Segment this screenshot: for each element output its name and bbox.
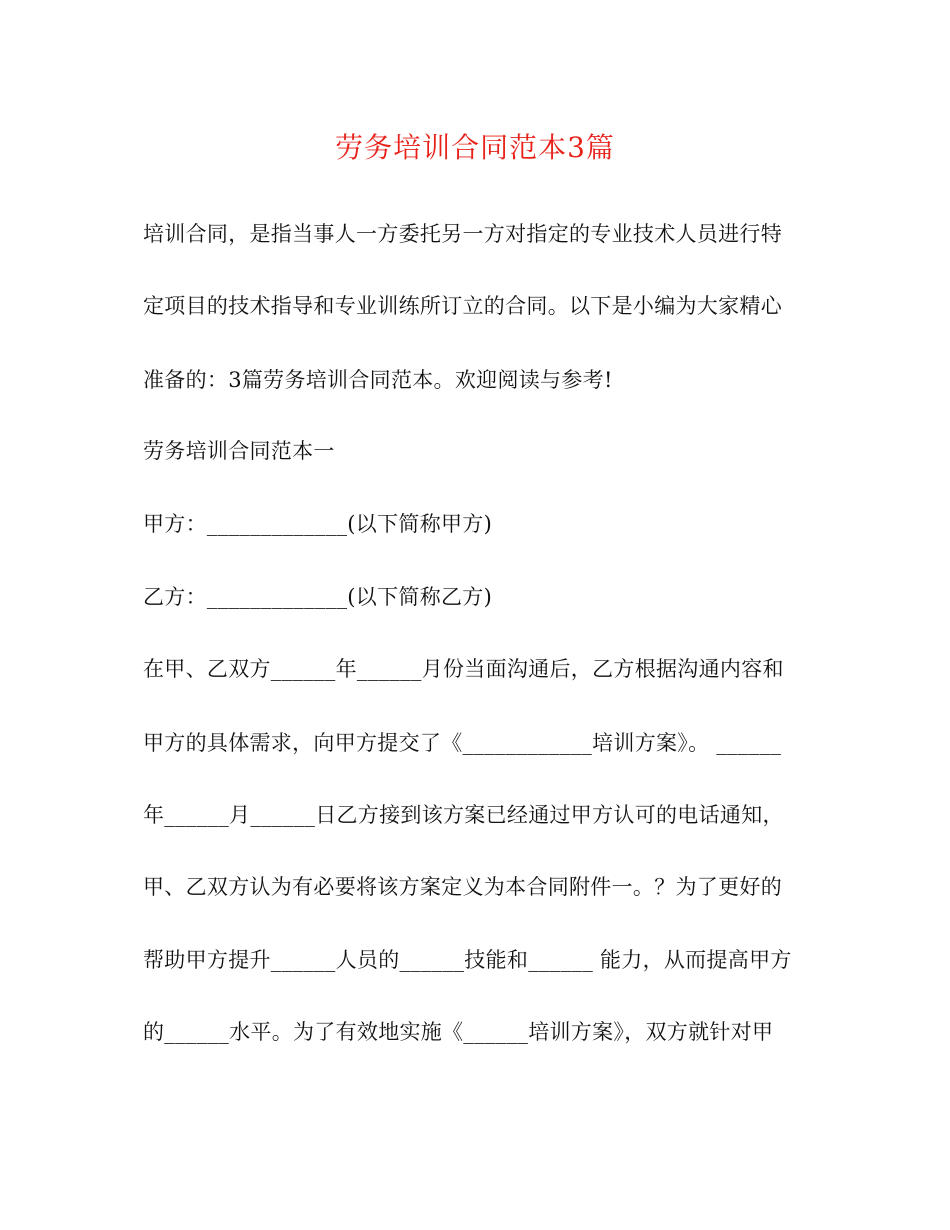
document-title: 劳务培训合同范本3篇: [335, 131, 615, 164]
intro-line-1: 培训合同，是指当事人一方委托另一方对指定的专业技术人员进行特: [143, 222, 782, 246]
body-line-5: 帮助甲方提升______人员的______技能和______ 能力，从而提高甲方: [143, 948, 792, 972]
body-line-4: 甲、乙双方认为有必要将该方案定义为本合同附件一。？为了更好的: [143, 875, 782, 899]
section-heading: 劳务培训合同范本一: [143, 439, 335, 463]
body-line-1: 在甲、乙双方______年______月份当面沟通后，乙方根据沟通内容和: [143, 657, 784, 681]
intro-line-3: 准备的：3篇劳务培训合同范本。欢迎阅读与参考!: [143, 368, 613, 392]
party-b-line: 乙方：_____________(以下简称乙方): [143, 585, 493, 609]
body-line-6: 的______水平。为了有效地实施《______培训方案》，双方就针对甲: [143, 1020, 774, 1044]
body-line-3: 年______月______日乙方接到该方案已经通过甲方认可的电话通知，: [143, 803, 784, 827]
body-line-2: 甲方的具体需求，向甲方提交了《____________培训方案》。 ______: [143, 731, 782, 755]
intro-line-2: 定项目的技术指导和专业训练所订立的合同。以下是小编为大家精心: [143, 294, 782, 318]
party-a-line: 甲方：_____________(以下简称甲方): [143, 512, 493, 536]
